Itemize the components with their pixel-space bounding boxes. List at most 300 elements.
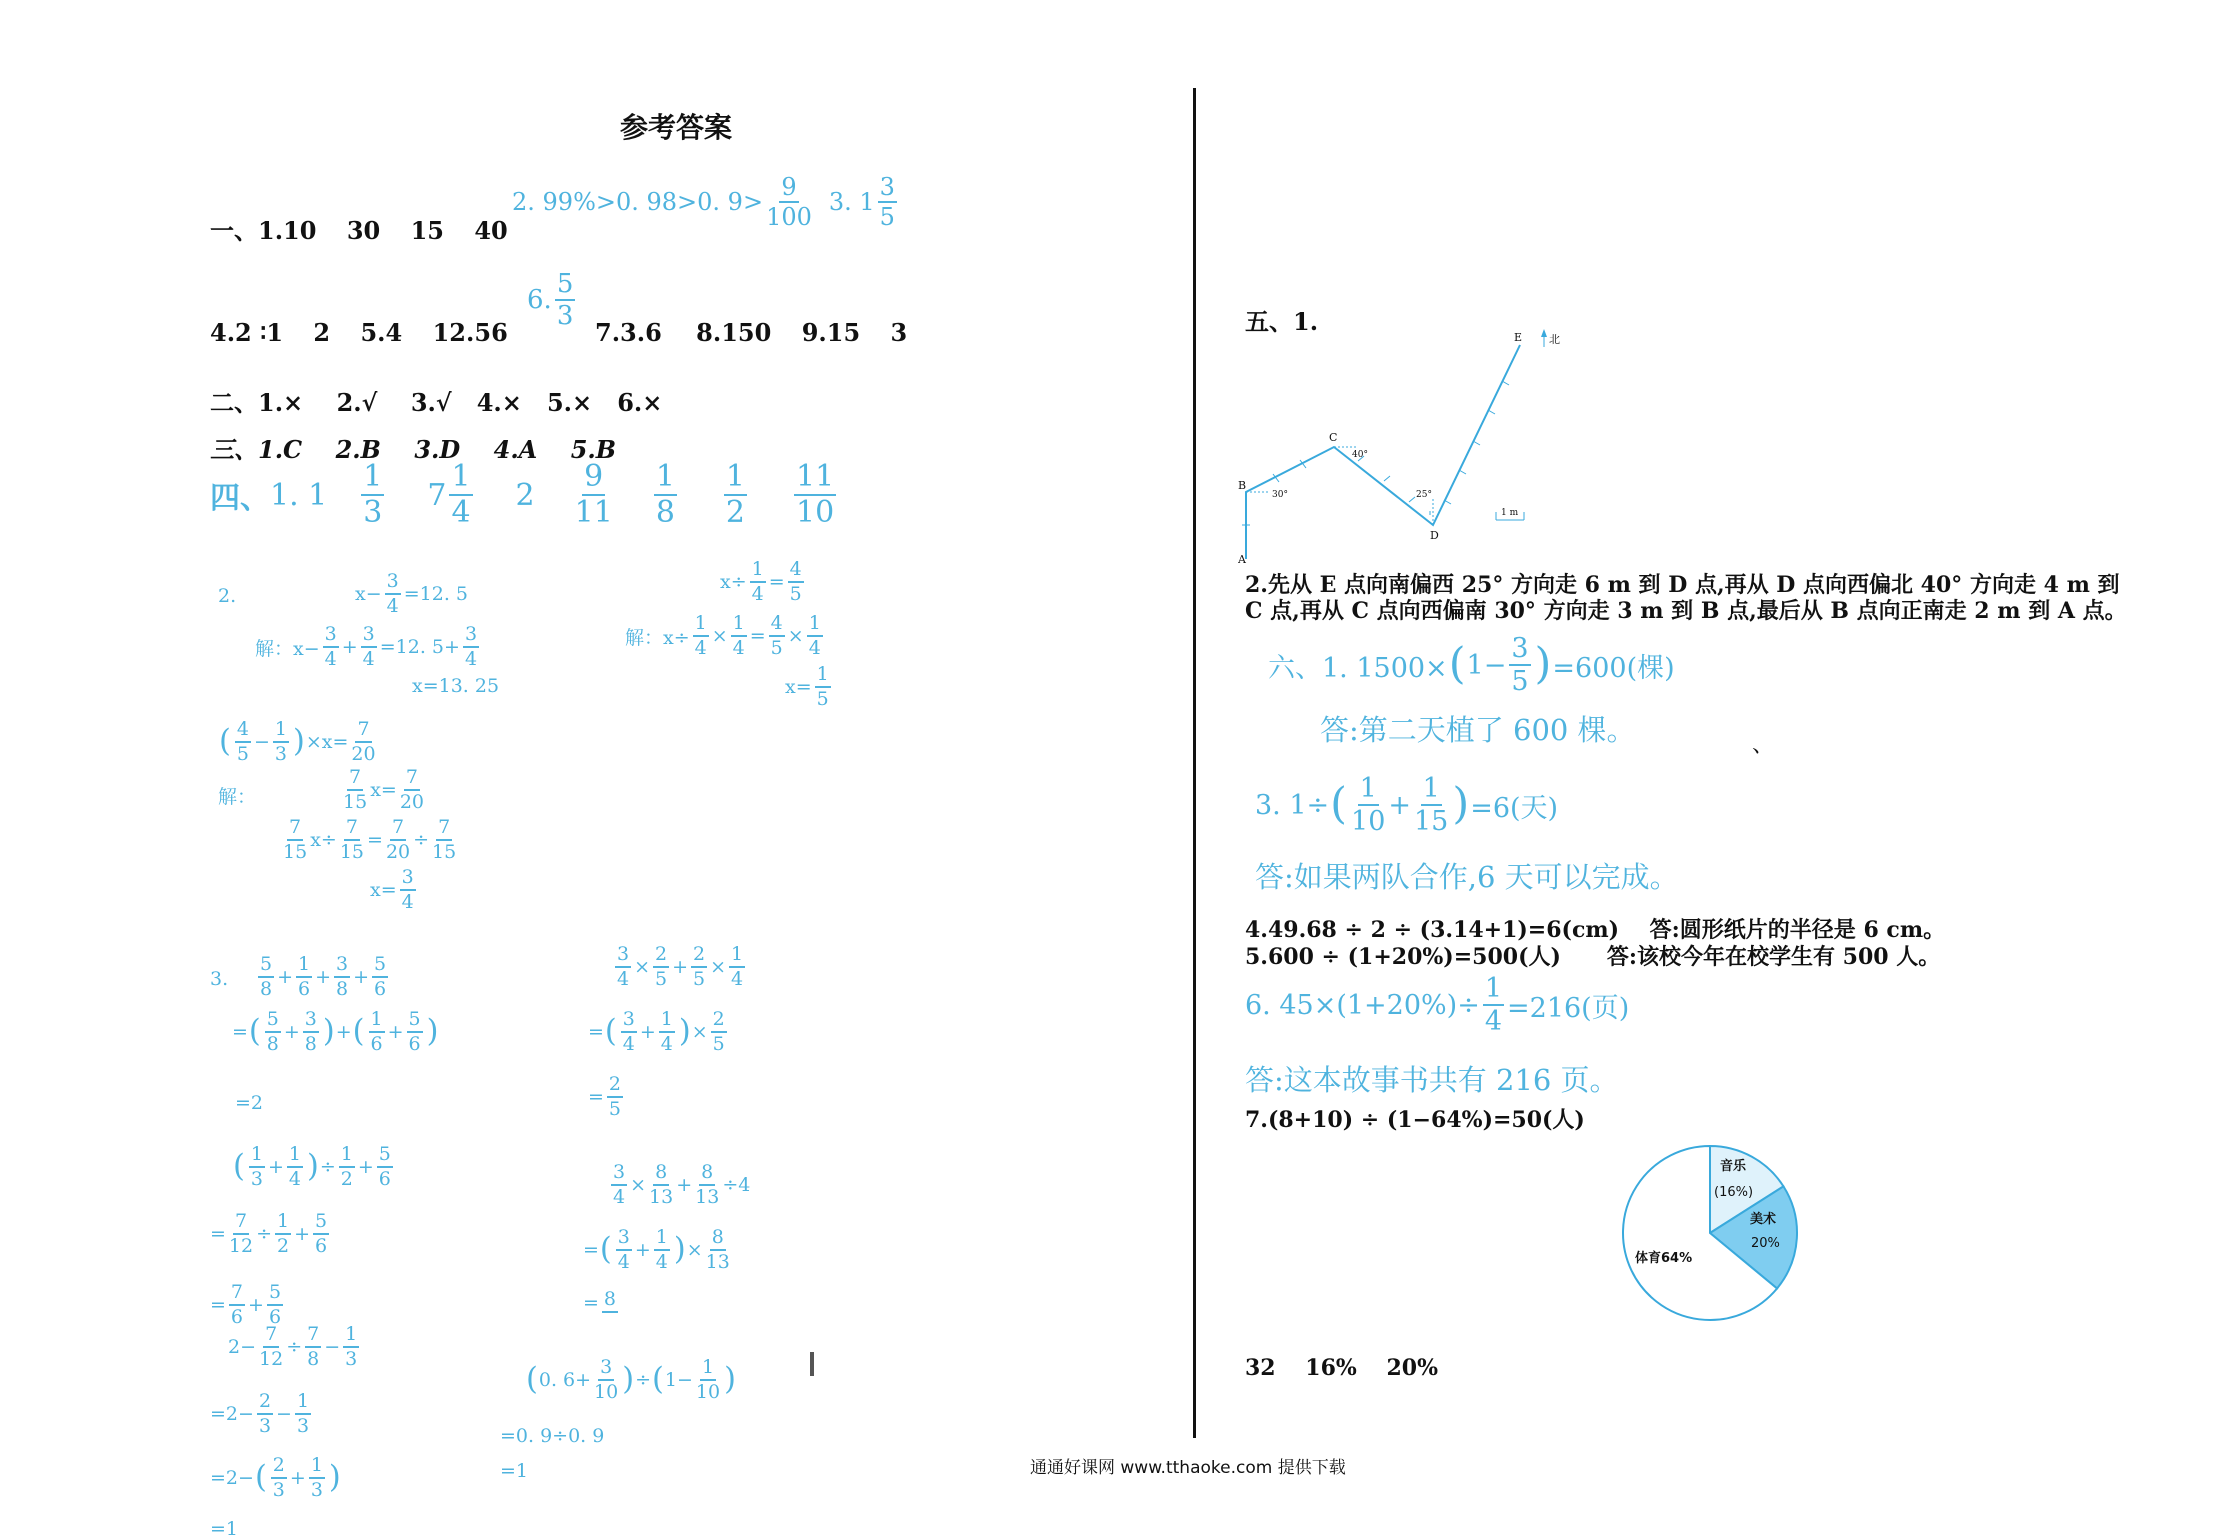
calc-op: + <box>289 1467 306 1489</box>
eq-b1 <box>720 560 807 604</box>
s1-l2-h: 3 <box>890 318 908 347</box>
calc-op: × <box>710 956 727 978</box>
calc-op: ÷ <box>635 1369 652 1391</box>
calc-op: 0. 6+ <box>538 1369 592 1391</box>
calc-op: × <box>691 1021 708 1043</box>
s6-answer-3: 答:如果两队合作,6 天可以完成。 <box>1255 860 1679 894</box>
calc-op: + <box>357 1156 374 1178</box>
eq-text: x= <box>370 779 397 801</box>
angle-b-label: 30° <box>1272 490 1288 500</box>
route-ticks <box>1242 381 1509 525</box>
calc-num: 5 <box>377 1145 393 1168</box>
calc-den: 6 <box>374 978 387 1000</box>
section-5-label: 五、1. <box>1245 307 1319 336</box>
s4-den: 3 <box>363 495 383 530</box>
calc-num: 3 <box>334 955 350 978</box>
calc-op: = <box>210 1223 226 1245</box>
eq-den: 4 <box>694 637 707 659</box>
point-b-label: B <box>1238 479 1247 492</box>
angle-d-label: 25° <box>1416 490 1432 500</box>
s5-q2-line2: C 点,再从 C 点向西偏南 30° 方向走 3 m 到 B 点,最后从 B 点向正南走 2 m 到 A 点。 <box>1245 598 2127 624</box>
s1-q2-blue <box>512 175 900 229</box>
eq-num: 7 <box>390 818 406 841</box>
calc-op: + <box>353 966 370 988</box>
calc-p4 <box>608 1163 750 1207</box>
north-arrow-icon <box>1541 329 1547 337</box>
calc-num: 5 <box>258 955 274 978</box>
calc-op: = <box>588 1086 604 1108</box>
calc-op: + <box>335 1021 352 1043</box>
s1-line1-prefix: 一、1.10 <box>210 216 317 245</box>
calc-num: 8 <box>699 1163 715 1186</box>
s6-num: 3 <box>1511 633 1529 664</box>
calc-num: 3 <box>598 1358 614 1381</box>
calc-num: 3 <box>611 1163 627 1186</box>
calc-num: 2 <box>653 945 669 968</box>
calc-num: 3 <box>616 1228 632 1251</box>
calc-num: 8 <box>653 1163 669 1186</box>
s6-num: 1 <box>1422 773 1440 804</box>
eq-den: 5 <box>816 688 829 710</box>
calc-op: + <box>283 1021 300 1043</box>
s6-text: + <box>1388 789 1411 821</box>
calc-p4-l3 <box>583 1290 621 1315</box>
q2-num: 9 <box>781 173 797 201</box>
calc-num: 3 <box>303 1010 319 1033</box>
calc-op: 2− <box>228 1336 257 1358</box>
q6-text: 6. <box>527 285 552 315</box>
calc-den: 6 <box>268 1306 282 1328</box>
eq-den: 5 <box>236 743 249 765</box>
eq-text: =12. 5 <box>403 583 468 605</box>
pie-pe-label: 体育64% <box>1635 1251 1693 1266</box>
calc-den: 3 <box>250 1168 263 1190</box>
calc-den: 3 <box>345 1348 358 1370</box>
s1-l2-g: 9.15 <box>801 318 861 347</box>
calc-den: 4 <box>731 968 744 990</box>
page-title: 参考答案 <box>620 111 733 144</box>
calc-num: 1 <box>369 1010 385 1033</box>
calc-op: × <box>630 1174 647 1196</box>
north-label: 北 <box>1549 333 1560 346</box>
eq-num: 1 <box>693 614 709 637</box>
eq-num: 7 <box>287 818 303 841</box>
calc-den: 10 <box>594 1381 619 1403</box>
scale-label: 1 m <box>1501 508 1519 518</box>
s6-q5: 5.600 ÷ (1+20%)=500(人) 答:该校今年在校学生有 500 人。 <box>1245 944 1941 970</box>
calc-den: 3 <box>272 1479 285 1501</box>
calc-op: + <box>294 1223 311 1245</box>
eq-den: 5 <box>789 583 802 605</box>
eq-text: x= <box>785 676 812 698</box>
s6-den: 4 <box>1484 1006 1503 1037</box>
calc-op: = <box>583 1291 599 1314</box>
calc-op: + <box>672 956 689 978</box>
s4-den: 8 <box>655 495 675 530</box>
eq-num: 4 <box>235 720 251 743</box>
calc-den: 10 <box>695 1381 721 1403</box>
pie-art-pct: 20% <box>1751 1236 1780 1251</box>
section-3: 三、1.C 2.B 3.D 4.A 5.B <box>210 435 617 464</box>
route-path <box>1246 345 1520 559</box>
eq-den: 4 <box>324 648 337 670</box>
s1-l2-a: 4.2 ∶1 <box>210 318 284 347</box>
s1-line1 <box>210 211 508 246</box>
eq-text: x÷ <box>310 829 337 851</box>
eq-num: 7 <box>347 768 363 791</box>
s6-text: =216(页) <box>1507 992 1630 1024</box>
eq-den: 20 <box>385 841 411 863</box>
eq-den: 4 <box>401 891 414 913</box>
eq-b3 <box>785 665 834 709</box>
calc-num: 5 <box>372 955 388 978</box>
eq-num: 1 <box>815 665 831 688</box>
calc-den: 2 <box>277 1235 290 1257</box>
s7-val: 32 <box>1245 1355 1276 1381</box>
s1-val: 40 <box>474 216 508 245</box>
s1-l2-e: 7.3.6 <box>595 318 662 347</box>
eq-a2 <box>255 625 482 669</box>
calc-num: 8 <box>602 1290 618 1313</box>
s4-num: 1 <box>363 459 383 494</box>
section-4 <box>210 459 839 530</box>
s4-label: 四、 <box>210 481 270 516</box>
s4-first: 1. 1 <box>270 477 328 513</box>
pie-music-pct: (16%) <box>1714 1185 1754 1200</box>
calc-p3: ( $\frac{1}{3}$ + $\frac{1}{4}$ ) ÷ $\frac{1}{2}$ + $\frac{5}{6}$ <box>233 1143 391 1190</box>
eq-text: + <box>341 636 358 658</box>
eq-num: 3 <box>323 625 339 648</box>
s1-l2-b: 2 <box>313 318 331 347</box>
calc-num: 8 <box>710 1228 726 1251</box>
calc-op: = <box>583 1239 599 1261</box>
calc-p5: 2− $\frac{7}{12}$ ÷ $\frac{7}{8}$ − $\frac{1}{3}$ <box>228 1323 358 1370</box>
q3-num: 3 <box>879 173 895 201</box>
calc-den: 6 <box>298 978 311 1000</box>
eq-c2 <box>340 768 427 812</box>
s5-q2-line1: 2.先从 E 点向南偏西 25° 方向走 6 m 到 D 点,再从 D 点向西偏北 40° 方向走 4 m 到 <box>1245 572 2120 598</box>
calc-den: 4 <box>617 968 630 990</box>
eq-den: 4 <box>362 648 375 670</box>
s6-text: =6(天) <box>1470 792 1559 824</box>
calc-p2-l3 <box>588 1075 626 1119</box>
q3-text: 3. 1 <box>828 188 875 216</box>
calc-num: 5 <box>265 1010 281 1033</box>
scan-mark <box>810 1352 814 1376</box>
calc-den: 3 <box>296 1415 310 1437</box>
s1-val: 15 <box>410 216 444 245</box>
calc-num: 2 <box>711 1010 727 1033</box>
eq-num: 7 <box>436 818 452 841</box>
calc-op: × <box>686 1239 703 1261</box>
calc-num: 7 <box>305 1325 321 1348</box>
calc-den: 4 <box>622 1033 635 1055</box>
q3-den: 5 <box>879 203 895 231</box>
calc-op: =2− <box>210 1467 254 1489</box>
calc-p2 <box>612 945 748 989</box>
point-e-label: E <box>1514 331 1523 344</box>
s4-num: 11 <box>796 459 835 494</box>
eq-den: 4 <box>732 637 745 659</box>
calc-op: + <box>639 1021 656 1043</box>
calc-den: 5 <box>655 968 668 990</box>
eq-c1: ( $\frac{4}{5}$ − $\frac{1}{3}$ ) ×x= $\frac{7}{20}$ <box>219 718 376 765</box>
eq-c2-label: 解： <box>218 786 257 808</box>
calc-p3-l2: = $\frac{7}{12}$ ÷ $\frac{1}{2}$ + $\frac{5}{6}$ <box>210 1210 328 1257</box>
s7-values <box>1245 1355 1438 1381</box>
eq-num: 1 <box>807 614 823 637</box>
calc-op: =2− <box>210 1403 254 1425</box>
eq-den: 4 <box>751 583 764 605</box>
s4-num: 9 <box>584 459 604 494</box>
s1-l2-f: 8.150 <box>696 318 772 347</box>
calc-num: 1 <box>339 1145 355 1168</box>
eq-num: 1 <box>731 614 747 637</box>
calc-p5-l3: =2− ( $\frac{2}{3}$ + $\frac{1}{3}$ ) <box>210 1454 341 1501</box>
point-c-label: C <box>1329 431 1338 444</box>
s6-q7: 7.(8+10) ÷ (1−64%)=50(人) <box>1245 1107 1585 1133</box>
q2-den: 100 <box>766 203 812 231</box>
calc-den: 6 <box>408 1033 421 1055</box>
calc-p1 <box>255 955 391 999</box>
calc-den: 4 <box>617 1251 630 1273</box>
s6-q3: 3. 1÷ ( $\frac{1}{10}$ + $\frac{1}{15}$ ) =6(天) <box>1255 773 1559 837</box>
eq-den: 4 <box>464 648 478 670</box>
s1-l2-d: 12.56 <box>432 318 508 347</box>
s6-answer-6: 答:这本故事书共有 216 页。 <box>1245 1063 1619 1097</box>
s1-val: 30 <box>346 216 381 245</box>
calc-num: 1 <box>729 945 745 968</box>
pie-chart <box>1615 1138 1805 1328</box>
eq-a3: x=13. 25 <box>412 675 500 697</box>
eq-num: 7 <box>355 720 371 743</box>
eq-num: 1 <box>273 720 289 743</box>
calc-den: 6 <box>315 1235 328 1257</box>
eq-den: 20 <box>399 791 425 813</box>
calc-op: + <box>634 1239 651 1261</box>
calc-op: ÷4 <box>722 1174 751 1196</box>
calc-label-3: 3. <box>210 968 229 990</box>
eq-den: 15 <box>343 791 368 813</box>
calc-den: 4 <box>660 1033 673 1055</box>
eq-text: × <box>787 625 804 647</box>
calc-num: 5 <box>313 1212 329 1235</box>
s6-q6 <box>1245 975 1629 1035</box>
eq-den: 15 <box>283 841 308 863</box>
calc-op: + <box>387 1021 404 1043</box>
eq-num: 7 <box>344 818 360 841</box>
calc-num: 1 <box>287 1145 303 1168</box>
s6-answer-1: 答:第二天植了 600 棵。 <box>1320 713 1636 747</box>
s6-text: =600(棵) <box>1552 652 1675 684</box>
s1-line2a <box>210 318 508 347</box>
eq-den: 4 <box>808 637 821 659</box>
calc-num: 7 <box>233 1212 249 1235</box>
eq-text: x= <box>370 879 397 901</box>
s6-den: 5 <box>1511 666 1529 697</box>
eq-den: 15 <box>339 841 365 863</box>
eq-a1 <box>355 572 468 616</box>
s1-l2-c: 5.4 <box>360 318 403 347</box>
stray-mark: 、 <box>1752 733 1775 758</box>
s7-val: 20% <box>1386 1355 1439 1381</box>
calc-den: 6 <box>378 1168 391 1190</box>
eq-text: 解：x÷ <box>625 626 690 649</box>
calc-op: + <box>267 1156 284 1178</box>
calc-num: 1 <box>700 1358 716 1381</box>
calc-op: + <box>315 966 332 988</box>
calc-num: 7 <box>263 1325 279 1348</box>
calc-num: 1 <box>295 1392 311 1415</box>
s6-text: 六、1. 1500× <box>1268 652 1448 684</box>
calc-op: = <box>232 1021 248 1043</box>
eq-c4 <box>370 868 419 912</box>
calc-op: + <box>248 1294 264 1316</box>
calc-den: 8 <box>304 1033 317 1055</box>
calc-num: 1 <box>275 1212 291 1235</box>
route-diagram <box>1238 325 1568 565</box>
calc-den: 2 <box>340 1168 353 1190</box>
calc-den: 5 <box>712 1033 725 1055</box>
calc-den: 8 <box>260 978 273 1000</box>
q6-den: 3 <box>556 301 574 331</box>
calc-den: 8 <box>336 978 349 1000</box>
calc-num: 1 <box>249 1145 265 1168</box>
s6-text: 3. 1÷ <box>1255 789 1330 821</box>
eq-text: = <box>367 829 383 851</box>
eq-den: 4 <box>386 595 399 617</box>
calc-p5-l4: =1 <box>210 1518 239 1540</box>
calc-num: 3 <box>621 1010 637 1033</box>
eq-text: − <box>253 731 270 753</box>
eq-den: 20 <box>351 743 376 765</box>
calc-p6-l2: =0. 9÷0. 9 <box>500 1425 605 1447</box>
s6-q1: 六、1. 1500× ( 1− $\frac{3}{5}$ ) =600(棵) <box>1268 633 1675 697</box>
q2-text: 2. 99%>0. 98>0. 9> <box>512 188 764 216</box>
s6-text: 6. 45×(1+20%)÷ <box>1245 989 1480 1021</box>
s4-den: 10 <box>796 495 835 530</box>
s4-den: 11 <box>574 495 613 530</box>
column-divider <box>1193 88 1196 1438</box>
angle-c-label: 40° <box>1352 450 1368 460</box>
calc-den: 13 <box>649 1186 674 1208</box>
s1-line2b <box>595 318 907 347</box>
calc-op: + <box>676 1174 693 1196</box>
calc-p2-l2: = ( $\frac{3}{4}$ + $\frac{1}{4}$ ) × $\frac{2}{5}$ <box>588 1008 725 1055</box>
calc-den: 13 <box>695 1186 720 1208</box>
s6-num: 1 <box>1359 773 1377 804</box>
calc-op: + <box>277 966 294 988</box>
calc-num: 1 <box>309 1456 325 1479</box>
calc-den: 4 <box>655 1251 668 1273</box>
calc-num: 1 <box>296 955 312 978</box>
calc-p4-l2: = ( $\frac{3}{4}$ + $\frac{1}{4}$ ) × $\frac{8}{13}$ <box>583 1226 730 1273</box>
q6-num: 5 <box>556 269 574 299</box>
eq-text: x− <box>355 583 382 605</box>
calc-num: 5 <box>407 1010 423 1033</box>
calc-num: 7 <box>229 1283 245 1306</box>
calc-den: 3 <box>310 1479 323 1501</box>
calc-p1-l3: =2 <box>235 1092 264 1114</box>
pie-art-label: 美术 <box>1750 1212 1777 1227</box>
calc-den: 6 <box>370 1033 383 1055</box>
eq-text: =12. 5+ <box>379 636 460 658</box>
calc-den: 8 <box>266 1033 279 1055</box>
calc-num: 2 <box>271 1456 287 1479</box>
calc-num: 1 <box>343 1325 359 1348</box>
calc-den: 6 <box>230 1306 244 1328</box>
calc-num: 1 <box>659 1010 675 1033</box>
calc-p5-l2: =2− $\frac{2}{3}$ − $\frac{1}{3}$ <box>210 1390 310 1437</box>
calc-op: 1− <box>664 1369 693 1391</box>
calc-p1-l2: = ( $\frac{5}{8}$ + $\frac{3}{8}$ ) + ( $\frac{1}{6}$ + $\frac{5}{6}$ ) <box>232 1008 439 1055</box>
eq-b2 <box>625 614 826 658</box>
eq-text: = <box>749 625 766 647</box>
eq-num: 1 <box>750 560 766 583</box>
calc-num: 2 <box>691 945 707 968</box>
eq-num: 3 <box>361 625 377 648</box>
s4-num: 1 <box>655 459 675 494</box>
pie-music-label: 音乐 <box>1720 1159 1747 1174</box>
eq-num: 4 <box>769 614 785 637</box>
footer-credit: 通通好课网 www.tthaoke.com 提供下载 <box>1030 1458 1346 1478</box>
eq-num: 3 <box>400 868 416 891</box>
calc-den: 12 <box>259 1348 284 1370</box>
eq-text: = <box>768 571 785 593</box>
s4-num: 1 <box>451 459 471 494</box>
eq-den: 3 <box>274 743 287 765</box>
s1-q6-blue <box>527 271 578 329</box>
calc-num: 3 <box>615 945 631 968</box>
calc-den: 5 <box>693 968 706 990</box>
calc-op: = <box>588 1021 604 1043</box>
calc-op: = <box>210 1294 226 1316</box>
s4-den: 2 <box>725 495 745 530</box>
eq-text: × <box>711 625 728 647</box>
eq-num: 4 <box>788 560 804 583</box>
eq-num: 3 <box>463 625 479 648</box>
calc-den: 8 <box>307 1348 320 1370</box>
calc-num: 2 <box>607 1075 623 1098</box>
calc-den: 4 <box>288 1168 301 1190</box>
eq-c3 <box>280 818 459 862</box>
eq-num: 3 <box>385 572 401 595</box>
s6-num: 1 <box>1484 973 1503 1004</box>
calc-den: 5 <box>608 1098 622 1120</box>
eq-text: ÷ <box>413 829 430 851</box>
calc-op: × <box>634 956 651 978</box>
point-a-label: A <box>1238 553 1246 565</box>
eq-text: ×x= <box>305 731 349 753</box>
s4-num: 1 <box>725 459 745 494</box>
eq-den: 15 <box>432 841 457 863</box>
calc-num: 2 <box>257 1392 273 1415</box>
calc-num: 5 <box>267 1283 283 1306</box>
calc-p3-l3 <box>210 1283 286 1327</box>
s6-q4: 4.49.68 ÷ 2 ÷ (3.14+1)=6(cm) 答:圆形纸片的半径是 6 cm。 <box>1245 917 1946 943</box>
s4-whole: 2 <box>515 477 535 513</box>
eq-num: 7 <box>404 768 420 791</box>
s6-den: 10 <box>1351 806 1386 837</box>
eq-text: 解：x− <box>255 637 320 660</box>
calc-den: 4 <box>613 1186 626 1208</box>
eq-text: x÷ <box>720 571 747 593</box>
eq-label-2: 2. <box>218 585 237 607</box>
calc-p6-l3: =1 <box>500 1460 529 1482</box>
calc-den: 12 <box>228 1235 254 1257</box>
section-2: 二、1.× 2.√ 3.√ 4.× 5.× 6.× <box>210 388 663 417</box>
calc-p6: ( 0. 6+ $\frac{3}{10}$ ) ÷ ( 1− $\frac{1}{10}$ ) <box>526 1356 736 1403</box>
